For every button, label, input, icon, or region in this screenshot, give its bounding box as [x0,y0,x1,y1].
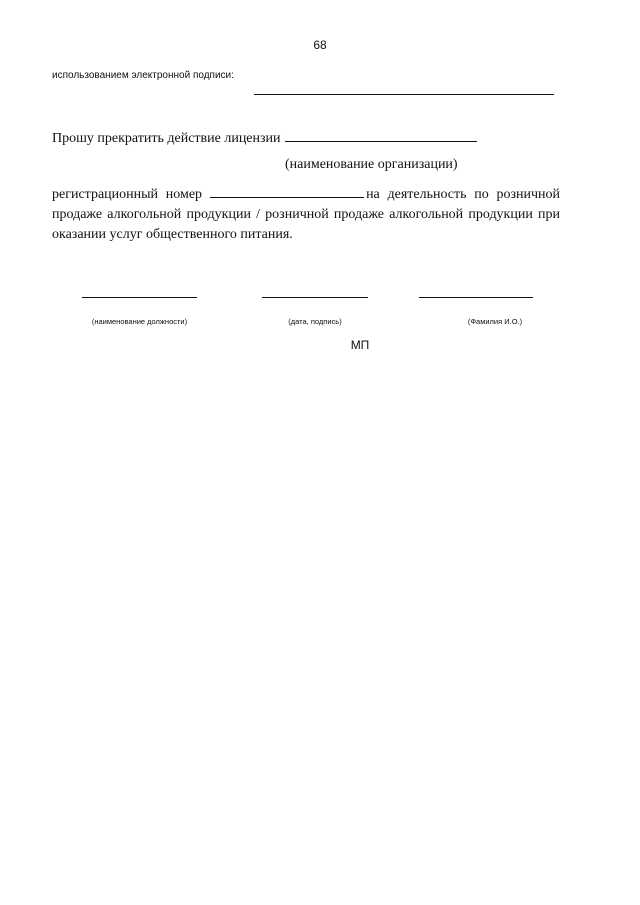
position-caption: (наименование должности) [91,317,188,326]
registration-suffix: на деятельность по розничной продаже алкогольной продукции / розничной продаже алкогольной продукции при оказании услуг общественного питания. [52,187,560,242]
stamp-placeholder: МП [350,338,370,352]
page-number: 68 [313,38,327,52]
name-caption: (Фамилия И.О.) [467,317,523,326]
registration-number-line [210,197,364,198]
esign-signature-line [254,94,554,95]
license-termination-request [52,131,477,147]
organization-name-line [285,141,477,142]
organization-name-caption: (наименование организации) [285,157,458,172]
position-signature-line [82,297,197,298]
date-caption: (дата, подпись) [288,317,342,326]
registration-paragraph [52,185,560,245]
esign-label: использованием электронной подписи: [52,70,234,81]
request-text: Прошу прекратить действие лицензии [52,131,281,146]
registration-prefix: регистрационный номер [52,187,203,202]
name-signature-line [419,297,533,298]
date-signature-line [262,297,368,298]
